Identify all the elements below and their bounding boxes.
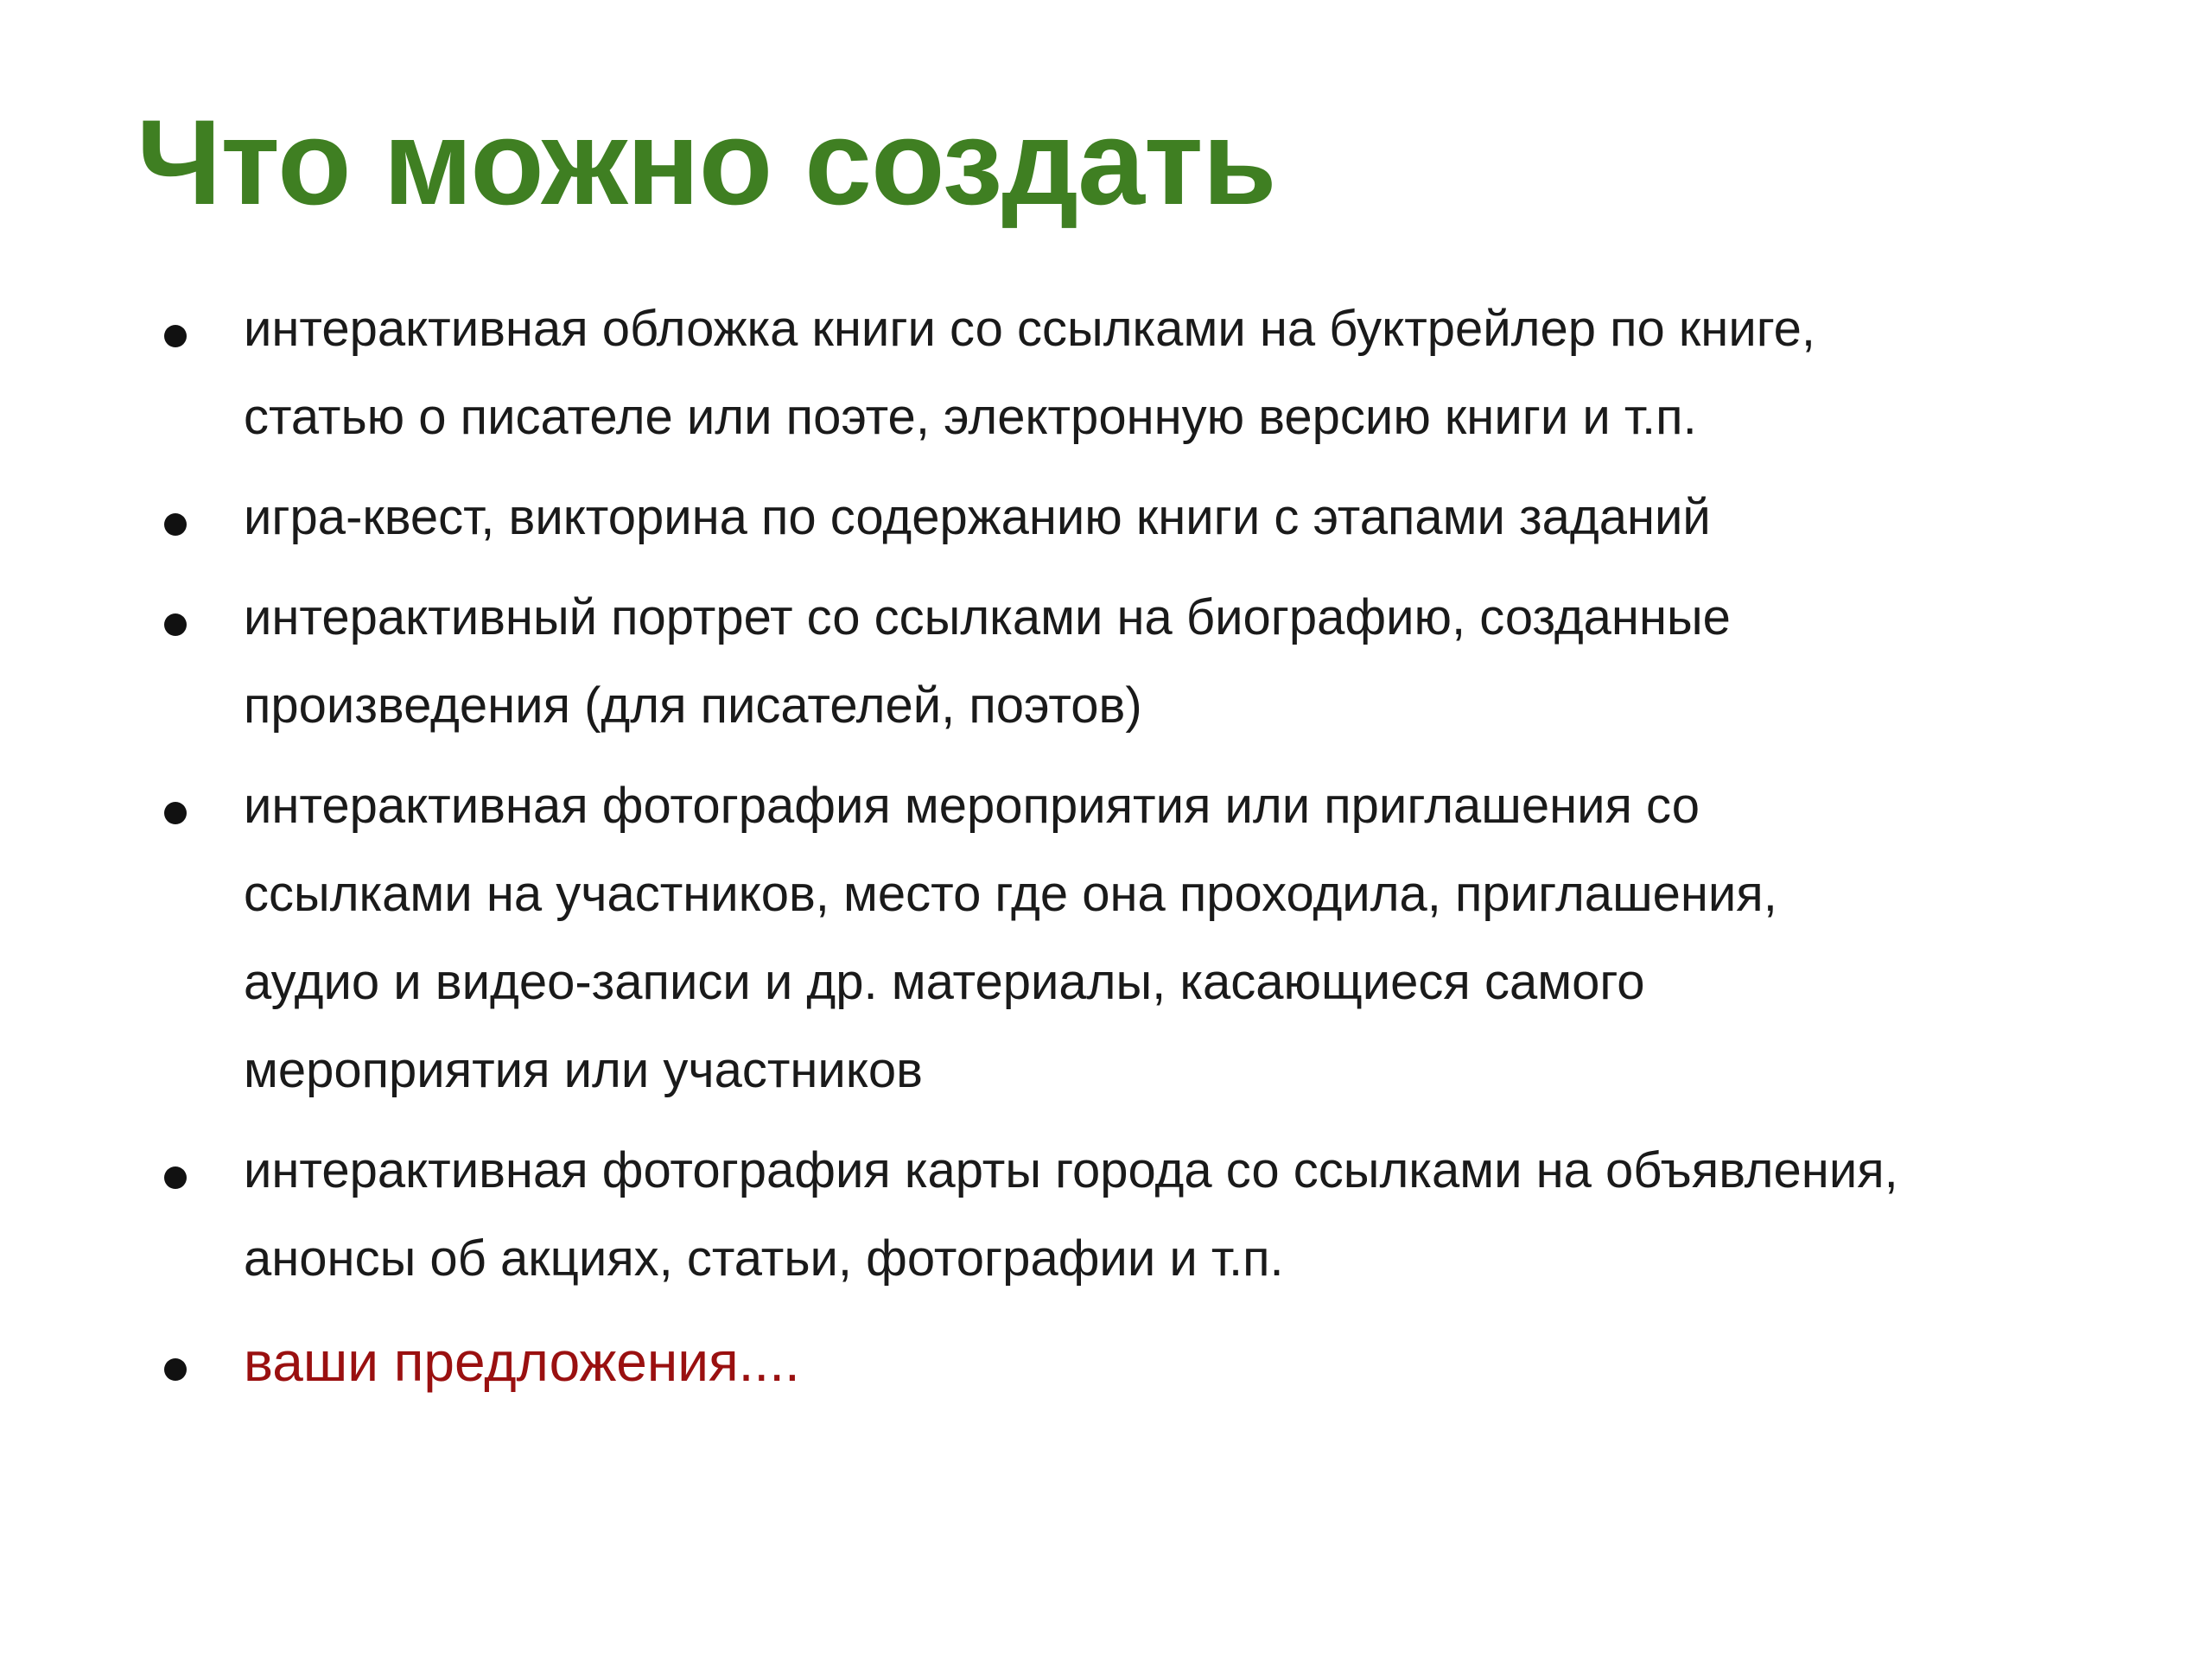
bullet-icon (164, 513, 187, 536)
list-item-text: ваши предложения.... (244, 1331, 800, 1393)
slide-title: Что можно создать (137, 94, 1276, 230)
list-item-text: статью о писателе или поэте, электронную версию книги и т.п. (244, 389, 1697, 445)
list-item-text: ссылками на участников, место где она проходила, приглашения, (244, 866, 1777, 922)
list-item-text: аудио и видео-записи и др. материалы, касающиеся самого (244, 954, 1645, 1010)
bullet-icon (164, 325, 187, 347)
list-item-text: мероприятия или участников (244, 1042, 923, 1098)
list-item-text: интерактивная фотография мероприятия или приглашения со (244, 778, 1700, 834)
bullet-icon (164, 802, 187, 824)
list-item-text: интерактивный портрет со ссылками на биографию, созданные (244, 589, 1731, 645)
list-item-text: интерактивная обложка книги со ссылками на буктрейлер по книге, (244, 301, 1815, 357)
list-item-text: игра-квест, викторина по содержанию книги с этапами заданий (244, 489, 1711, 545)
list-item-text: интерактивная фотография карты города со ссылками на объявления, (244, 1142, 1898, 1198)
bullet-icon (164, 613, 187, 636)
list-item-text: произведения (для писателей, поэтов) (244, 677, 1142, 734)
list-item-text: анонсы об акциях, статьи, фотографии и т.п. (244, 1230, 1284, 1287)
bullet-icon (164, 1358, 187, 1381)
bullet-icon (164, 1166, 187, 1189)
